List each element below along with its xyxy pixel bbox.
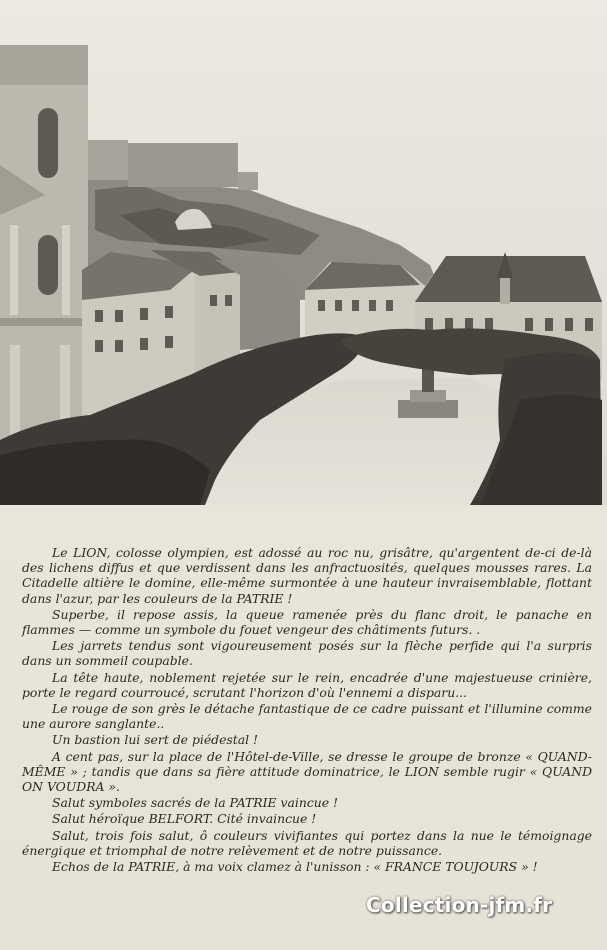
paragraph: Salut, trois fois salut, ô couleurs vivifiantes qui portez dans la nue le témoignage énergique et triomphal de notre relèvement et de notre puissance. [22,827,592,858]
paragraph: La tête haute, noblement rejetée sur le rein, encadrée d'une majestueuse crinière, porte le regard courroucé, scrutant l'horizon d'où l'ennemi a disparu... [22,669,592,700]
paragraph: Salut héroïque BELFORT. Cité invaincue ! [52,811,317,827]
watermark: Collection-jfm.fr [366,893,553,917]
cathedral-facade [0,45,88,455]
paragraph: Superbe, il repose assis, la queue ramenée près du flanc droit, le panache en flammes — comme un symbole du fouet vengeur des châtiments futurs. . [22,606,592,638]
paragraph: Salut symboles sacrés de la PATRIE vaincue ! [52,795,338,811]
paragraph: Echos de la PATRIE, à ma voix clamez à l'unisson : « FRANCE TOUJOURS » ! [52,859,538,875]
paragraph: Les jarrets tendus sont vigoureusement posés sur la flèche perfide qui l'a surpris dans un sommeil coupable. [22,638,592,669]
paragraph: Un bastion lui sert de piédestal ! [52,732,259,748]
paragraph: Le LION, colosse olympien, est adossé au roc nu, grisâtre, qu'argentent de-ci de-là des lichens diffus et que verdissent dans les anfractuosités, quelques mousses rares. La Citadelle altière le domine, elle-même surmontée à une hauteur invraisemblable, flottant dans l'azur, par les couleurs de la PATRIE ! [22,545,592,606]
poem-text [22,545,592,875]
paragraph: A cent pas, sur la place de l'Hôtel-de-Ville, se dresse le groupe de bronze « QUAND-MÊME » ; tandis que dans sa fière attitude dominatrice, le LION semble rugir « QUAND ON VOUDRA ». [22,748,592,795]
paragraph: Le rouge de son grès le détache fantastique de ce cadre puissant et l'illumine comme une aurore sanglante.. [22,701,592,732]
